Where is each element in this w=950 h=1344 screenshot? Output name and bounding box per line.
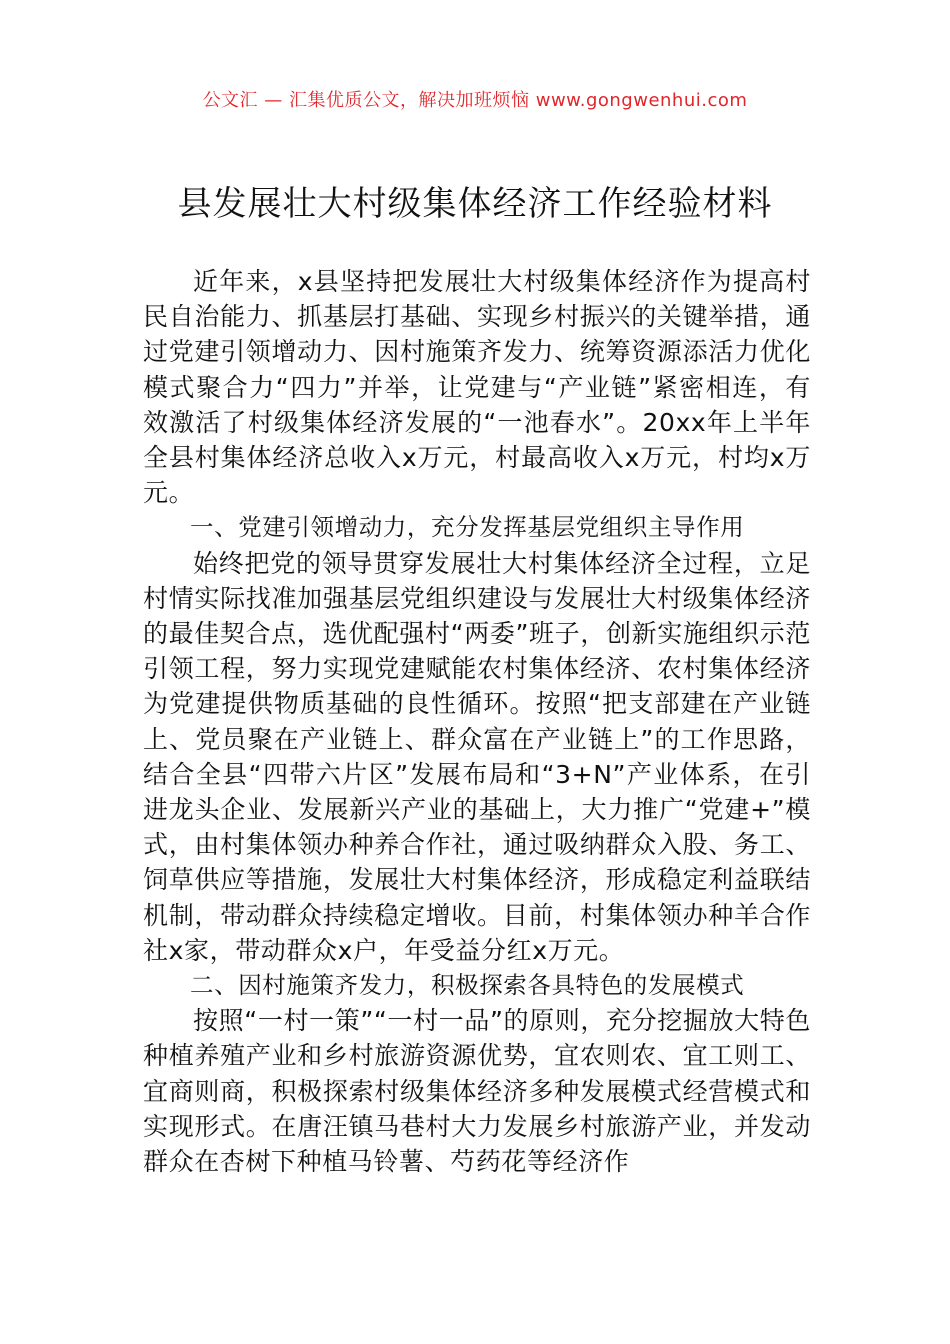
site-header-banner: 公文汇 — 汇集优质公文，解决加班烦恼 www.gongwenhui.com bbox=[202, 90, 748, 111]
section-1-paragraph: 始终把党的领导贯穿发展壮大村集体经济全过程，立足村情实际找准加强基层党组织建设与发展壮大村级集体经济的最佳契合点，选优配强村“两委”班子，创新实施组织示范引领工程，努力实现党建赋能农村集体经济、农村集体经济为党建提供物质基础的良性循环。按照“把支部建在产业链上、党员聚在产业链上、群众富在产业链上”的工作思路，结合全县“四带六片区”发展布局和“3+N”产业体系，在引进龙头企业、发展新兴产业的基础上，大力推广“党建+”模式，由村集体领办种养合作社，通过吸纳群众入股、务工、饲草供应等措施，发展壮大村集体经济，形成稳定利益联结机制，带动群众持续稳定增收。目前，村集体领办种羊合作社x家，带动群众x户，年受益分红x万元。 bbox=[143, 548, 811, 965]
section-heading-2: 二、因村施策齐发力，积极探索各具特色的发展模式 bbox=[190, 971, 745, 1000]
section-2-paragraph: 按照“一村一策”“一村一品”的原则，充分挖掘放大特色种植养殖产业和乡村旅游资源优势，宜农则农、宜工则工、宜商则商，积极探索村级集体经济多种发展模式经营模式和实现形式。在唐汪镇马巷村大力发展乡村旅游产业，并发动群众在杏树下种植马铃薯、芍药花等经济作 bbox=[143, 1006, 811, 1177]
document-body bbox=[143, 264, 811, 1179]
section-heading-1: 一、党建引领增动力，充分发挥基层党组织主导作用 bbox=[190, 513, 745, 542]
document-title: 县发展壮大村级集体经济工作经验材料 bbox=[177, 184, 773, 224]
intro-paragraph: 近年来，x县坚持把发展壮大村级集体经济作为提高村民自治能力、抓基层打基础、实现乡村振兴的关键举措，通过党建引领增动力、因村施策齐发力、统筹资源添活力优化模式聚合力“四力”并举，让党建与“产业链”紧密相连，有效激活了村级集体经济发展的“一池春水”。20xx年上半年全县村集体经济总收入x万元，村最高收入x万元，村均x万元。 bbox=[143, 267, 811, 508]
